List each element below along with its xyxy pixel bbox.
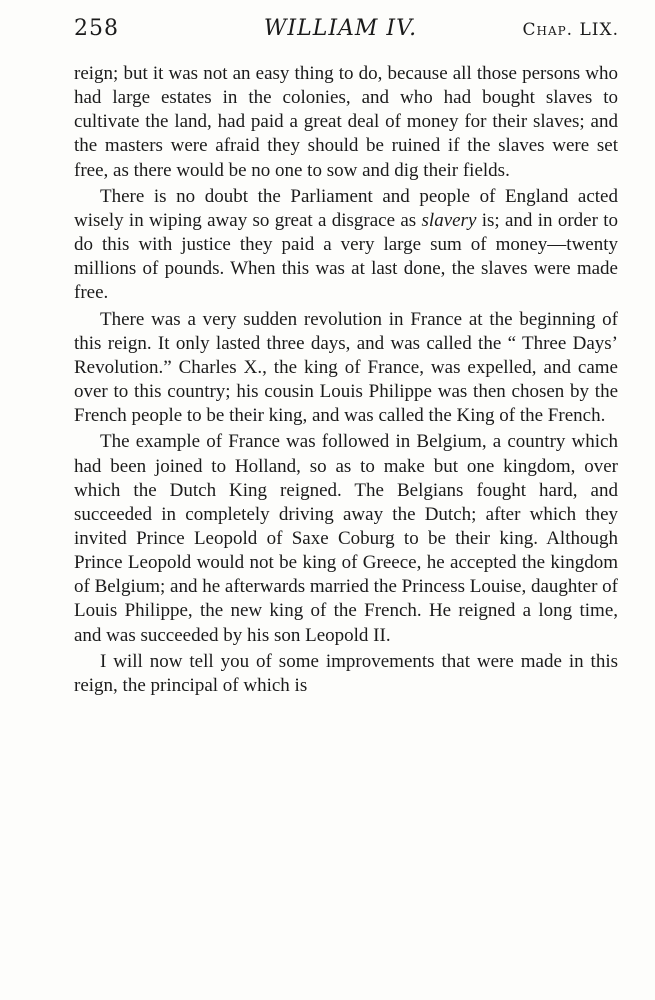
running-head <box>62 14 619 48</box>
paragraph-slavery-abolition <box>74 185 618 306</box>
paragraph-belgium: The example of France was followed in Belgium, a country which had been joined to Holland, so as to make but one kingdom, over which the Dutch King reigned. The Belgians fought hard, and succeeded in completely driving away the Dutch; after which they invited Prince Leopold of Saxe Coburg to be their king. Although Prince Leopold would not be king of Greece, he accepted the kingdom of Belgium; and he afterwards married the Princess Louise, daughter of Louis Philippe, the new king of the French. He reigned a long time, and was succeeded by his son Leopold II. <box>74 431 618 646</box>
paragraph-improvements: I will now tell you of some improvements that were made in this reign, the principal of which is <box>74 650 618 696</box>
paragraph-french-revolution: There was a very sudden revolution in France at the beginning of this reign. It only lasted three days, and was called the “ Three Days’ Revolution.” Charles X., the king of France, was expelled, and came over to this country; his cousin Louis Philippe was then chosen by the French people to be their king, and was called the King of the French. <box>74 308 618 427</box>
chapter-label: Chap. LIX. <box>522 20 619 40</box>
body-text <box>74 62 618 698</box>
paragraph-text-after-emphasis: is; and in order to do this with justice they paid a very large sum of money—twenty millions of pounds. When this was at last done, the slaves were made free. <box>74 209 618 304</box>
running-title: WILLIAM IV. <box>263 16 418 41</box>
emphasized-word: slavery <box>421 209 477 231</box>
page-number: 258 <box>74 16 119 41</box>
paragraph-text-before-emphasis: There is no doubt the Parliament and people of England acted wisely in wiping away so great a disgrace as <box>74 185 618 231</box>
paragraph-continuation: reign; but it was not an easy thing to do, because all those persons who had large estates in the colonies, and who had bought slaves to cultivate the land, had paid a great deal of money for their slaves; and the masters were afraid they should be ruined if the slaves were set free, as there would be no one to sow and dig their fields. <box>74 63 618 181</box>
